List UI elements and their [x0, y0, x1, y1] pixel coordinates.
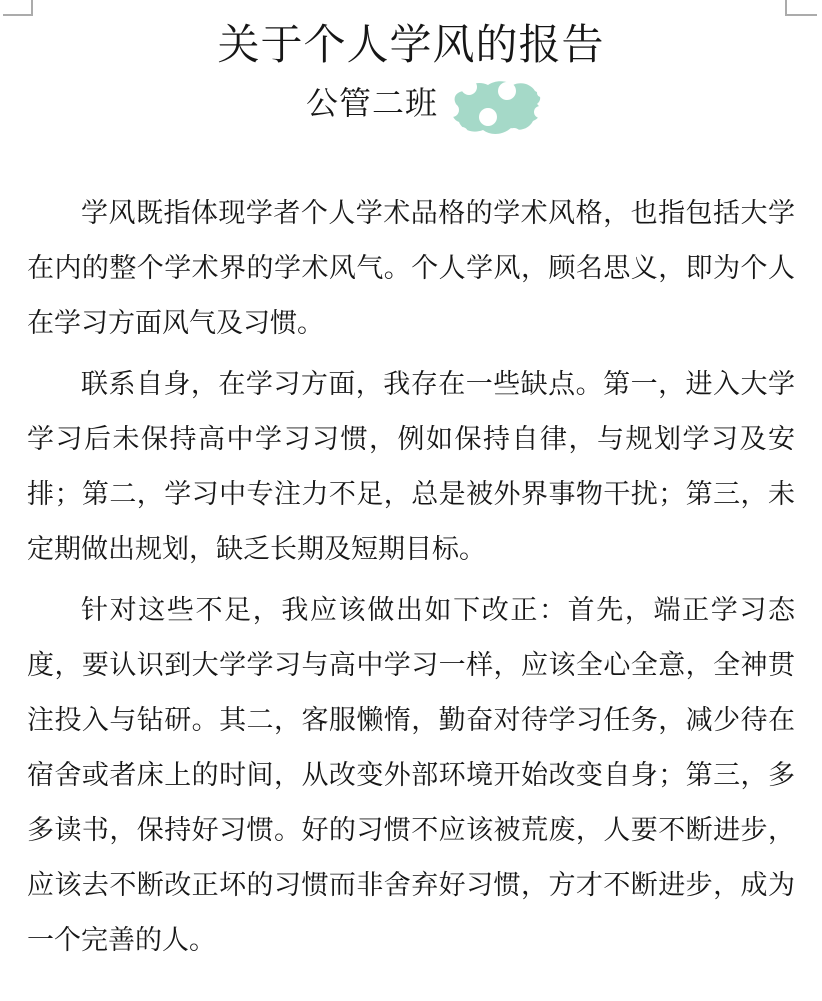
top-right-corner-line: [785, 0, 817, 16]
subtitle-class-name: 公管二班: [305, 85, 438, 121]
subtitle-row: [13, 78, 822, 134]
page-title: 关于个人学风的报告: [217, 21, 605, 68]
paragraph-2: 联系自身，在学习方面，我存在一些缺点。第一，进入大学学习后未保持高中学习习惯，例如保持自律，与规划学习及安排；第二，学习中专注力不足，总是被外界事物干扰；第三，未定期做出规划，缺乏长期及短期目标。: [27, 369, 795, 564]
cheese-blob-icon: [450, 80, 542, 134]
report-body: [27, 186, 795, 968]
paragraph-3: 针对这些不足，我应该做出如下改正：首先，端正学习态度，要认识到大学学习与高中学习一样，应该全心全意，全神贯注投入与钻研。其二，客服懒惰，勤奋对待学习任务，减少待在宿舍或者床上的时间，从改变外部环境开始改变自身；第三，多多读书，保持好习惯。好的习惯不应该被荒废，人要不断进步，应该去不断改正坏的习惯而非舍弃好习惯，方才不断进步，成为一个完善的人。: [27, 595, 795, 955]
top-left-corner-line: [3, 0, 33, 16]
paragraph-1: 学风既指体现学者个人学术品格的学术风格，也指包括大学在内的整个学术界的学术风气。个人学风，顾名思义，即为个人在学习方面风气及习惯。: [27, 198, 795, 338]
